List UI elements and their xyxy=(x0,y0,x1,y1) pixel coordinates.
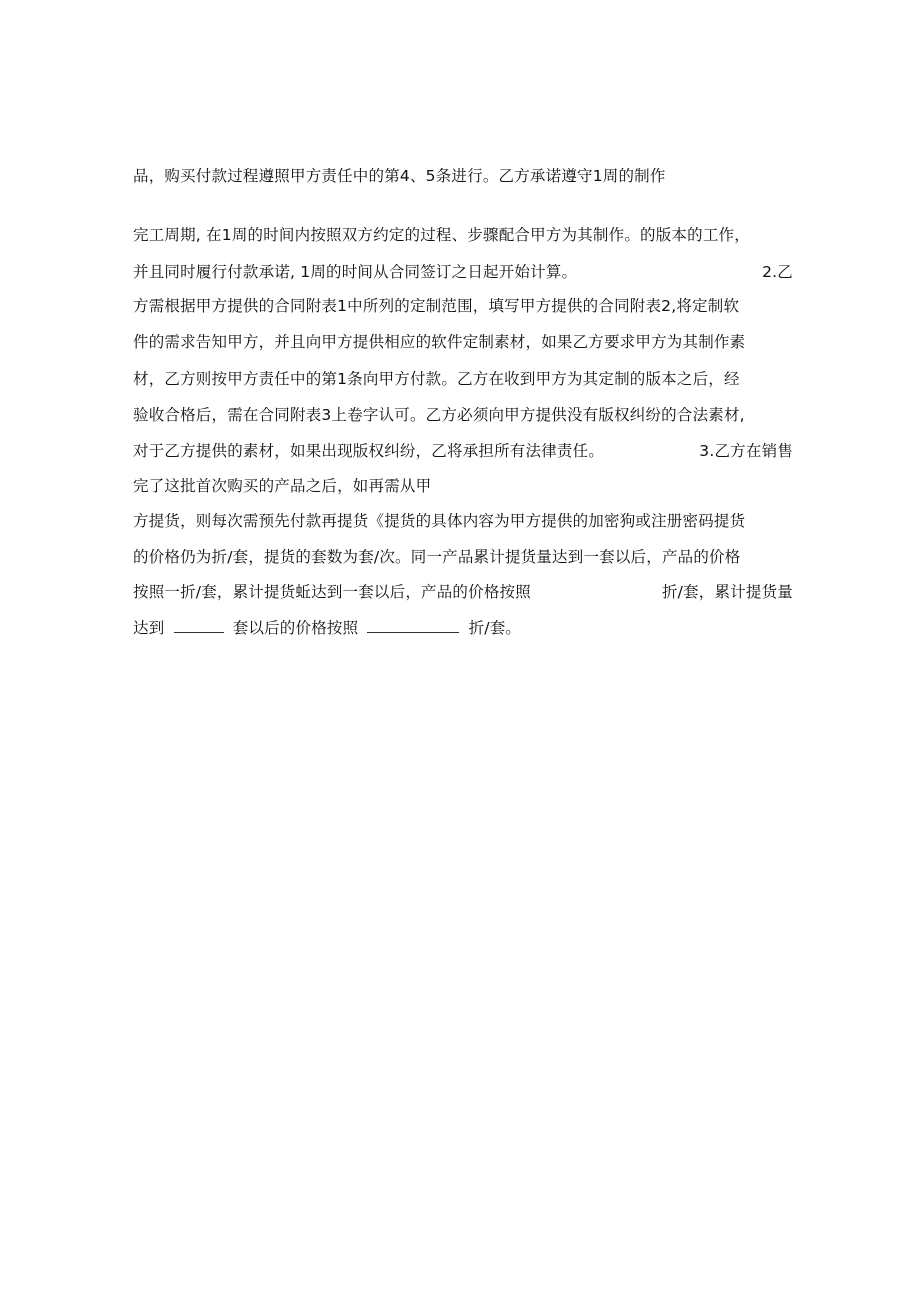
paragraph-line-6: 材，乙方则按甲方责任中的第1条向甲方付款。乙方在收到甲方为其定制的版本之后，经 xyxy=(133,370,740,388)
line-12-text: 按照一折/套，累计提货蚯达到一套以后，产品的价格按照 xyxy=(133,583,531,601)
paragraph-line-5: 件的需求告知甲方，并且向甲方提供相应的软件定制素材，如果乙方要求甲方为其制作素 xyxy=(133,333,746,351)
paragraph-line-3 xyxy=(133,261,793,283)
clause-2-start: 2.乙 xyxy=(762,263,793,281)
line-3-text: 并且同时履行付款承诺, 1周的时间从合同签订之日起开始计算。 xyxy=(133,263,578,281)
line-13-text-b: 套以后的价格按照 xyxy=(232,619,359,637)
paragraph-line-9: 完了这批首次购买的产品之后，如再需从甲 xyxy=(133,477,432,495)
line-13-text-c: 折/套。 xyxy=(468,619,522,637)
paragraph-line-7: 验收合格后，需在合同附表3上卷字认可。乙方必须向甲方提供没有版权纠纷的合法素材, xyxy=(133,406,745,424)
paragraph-line-8 xyxy=(133,440,793,462)
line-13-text-a: 达到 xyxy=(133,619,165,637)
paragraph-line-12 xyxy=(133,581,793,603)
paragraph-line-4: 方需根据甲方提供的合同附表1中所列的定制范围，填写甲方提供的合同附表2,将定制软 xyxy=(133,297,740,315)
blank-quantity xyxy=(174,617,224,633)
paragraph-line-1: 品，购买付款过程遵照甲方责任中的第4、5条进行。乙方承诺遵守1周的制作 xyxy=(133,167,666,185)
paragraph-line-2: 完工周期, 在1周的时间内按照双方约定的过程、步骤配合甲方为其制作。的版本的工作， xyxy=(133,226,750,244)
blank-discount xyxy=(367,617,459,633)
paragraph-line-13 xyxy=(133,617,793,639)
line-12-end: 折/套，累计提货量 xyxy=(661,583,793,601)
paragraph-line-11: 的价格仍为折/套，提货的套数为套/次。同一产品累计提货量达到一套以后，产品的价格 xyxy=(133,548,741,566)
paragraph-line-10: 方提货，则每次需预先付款再提货《提货的具体内容为甲方提供的加密狗或注册密码提货 xyxy=(133,512,746,530)
clause-3-start: 3.乙方在销售 xyxy=(699,442,793,460)
line-8-text: 对于乙方提供的素材，如果出现版权纠纷，乙将承担所有法律责任。 xyxy=(133,442,605,460)
